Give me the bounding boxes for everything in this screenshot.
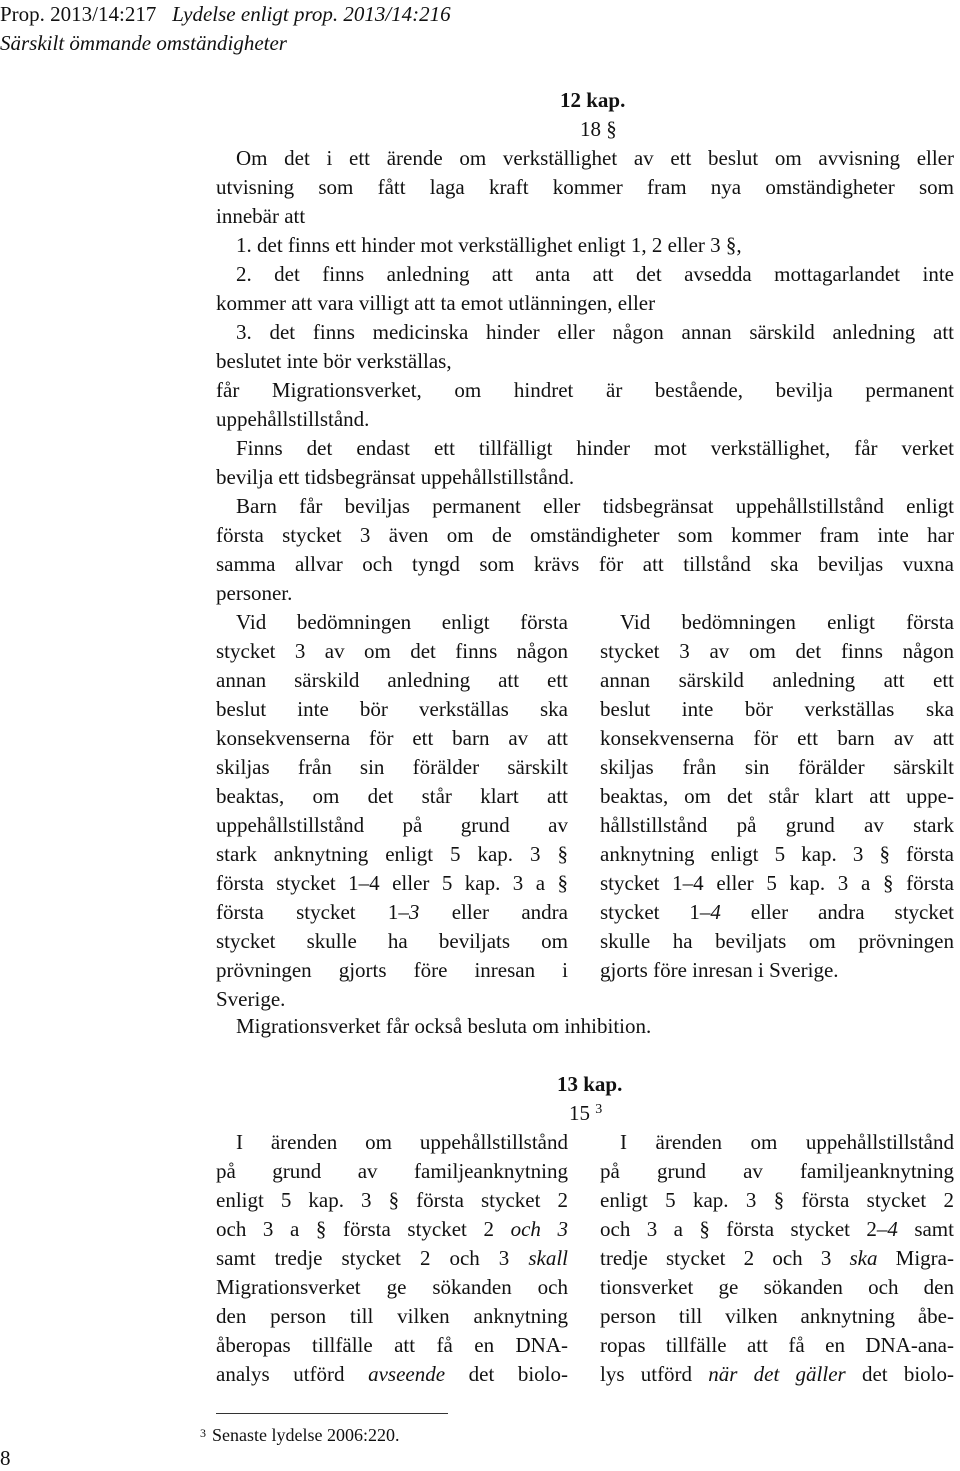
ch13-left-5: Migrationsverket ge sökanden och — [216, 1275, 568, 1299]
ch12-left-0: Vid bedömningen enligt första — [236, 610, 568, 634]
ch12-line-8: får Migrationsverket, om hindret är bestående, bevilja permanent — [216, 378, 954, 402]
footnote-rule — [216, 1413, 448, 1414]
ch12-left-10: första stycket 1–3 eller andra — [216, 900, 568, 924]
header-lydelse: Lydelse enligt prop. 2013/14:216 — [172, 2, 451, 26]
ch12-left-13: Sverige. — [216, 987, 286, 1011]
ch12-right-11: skulle ha beviljats om prövningen — [600, 929, 954, 953]
ch12-left-12: prövningen gjorts före inresan i — [216, 958, 568, 982]
ch12-line-15: personer. — [216, 581, 293, 605]
ch12-right-8: anknytning enligt 5 kap. 3 § första — [600, 842, 954, 866]
footnote-text: Senaste lydelse 2006:220. — [212, 1425, 400, 1445]
ch12-line-0: Om det i ett ärende om verkställighet av ett beslut om avvisning eller — [236, 146, 954, 170]
ch12-line-14: samma allvar och tyngd som krävs för att tillstånd ska beviljas vuxna — [216, 552, 954, 576]
ch13-left-0: I ärenden om uppehållstillstånd — [236, 1130, 568, 1154]
ch13-right-3: och 3 a § första stycket 2–4 samt — [600, 1217, 954, 1241]
footnote — [200, 1423, 399, 1447]
ch13-right-1: på grund av familjeanknytning — [600, 1159, 954, 1183]
ch12-left-1: stycket 3 av om det finns någon — [216, 639, 568, 663]
ch12-right-7: hållstillstånd på grund av stark — [600, 813, 954, 837]
ch13-right-6: person till vilken anknytning åbe- — [600, 1304, 954, 1328]
ch13-left-3: och 3 a § första stycket 2 och 3 — [216, 1217, 568, 1241]
ch12-closing: Migrationsverket får också besluta om inhibition. — [236, 1014, 652, 1038]
ch12-line-9: uppehållstillstånd. — [216, 407, 370, 431]
running-header — [0, 0, 451, 58]
ch13-left-4: samt tredje stycket 2 och 3 skall — [216, 1246, 568, 1270]
ch13-right-0: I ärenden om uppehållstillstånd — [620, 1130, 954, 1154]
ch12-line-11: bevilja ett tidsbegränsat uppehållstillstånd. — [216, 465, 575, 489]
chapter-13-heading: 13 kap. — [557, 1072, 623, 1096]
ch12-line-5: kommer att vara villigt att ta emot utlänningen, eller — [216, 291, 656, 315]
footnote-marker: 3 — [200, 1426, 206, 1440]
ch13-left-6: den person till vilken anknytning — [216, 1304, 568, 1328]
ch12-line-1: utvisning som fått laga kraft kommer fram nya omständigheter som — [216, 175, 954, 199]
ch12-left-4: konsekvenserna för ett barn av att — [216, 726, 568, 750]
ch12-right-12: gjorts före inresan i Sverige. — [600, 958, 839, 982]
chapter-12-heading: 12 kap. — [560, 88, 626, 112]
ch12-right-10: stycket 1–4 eller andra stycket — [600, 900, 955, 924]
ch12-left-2: annan särskild anledning att ett — [216, 668, 568, 692]
ch13-left-1: på grund av familjeanknytning — [216, 1159, 568, 1183]
ch13-right-4: tredje stycket 2 och 3 ska Migra- — [600, 1246, 954, 1270]
ch12-line-12: Barn får beviljas permanent eller tidsbegränsat uppehållstillstånd enligt — [236, 494, 954, 518]
ch12-line-7: beslutet inte bör verkställas, — [216, 349, 452, 373]
ch12-right-0: Vid bedömningen enligt första — [620, 610, 954, 634]
ch12-left-9: första stycket 1–4 eller 5 kap. 3 a § — [216, 871, 568, 895]
header-prop-ref: Prop. 2013/14:217 — [0, 2, 157, 26]
section-15-heading — [569, 1099, 602, 1128]
ch12-line-6: 3. det finns medicinska hinder eller någon annan särskild anledning att — [236, 320, 954, 344]
header-subtitle: Särskilt ömmande omständigheter — [0, 31, 287, 55]
ch13-left-2: enligt 5 kap. 3 § första stycket 2 — [216, 1188, 568, 1212]
ch12-line-4: 2. det finns anledning att anta att det avsedda mottagarlandet inte — [236, 262, 954, 286]
ch12-line-3: 1. det finns ett hinder mot verkställighet enligt 1, 2 eller 3 §, — [236, 233, 742, 257]
ch12-left-11: stycket skulle ha beviljats om — [216, 929, 568, 953]
ch12-left-3: beslut inte bör verkställas ska — [216, 697, 568, 721]
ch12-right-6: beaktas, om det står klart att uppe- — [600, 784, 954, 808]
ch12-right-2: annan särskild anledning att ett — [600, 668, 954, 692]
ch12-right-1: stycket 3 av om det finns någon — [600, 639, 954, 663]
ch12-left-5: skiljas från sin förälder särskilt — [216, 755, 568, 779]
ch12-left-7: uppehållstillstånd på grund av — [216, 813, 568, 837]
ch13-left-7: åberopas tillfälle att få en DNA- — [216, 1333, 568, 1357]
ch12-left-6: beaktas, om det står klart att — [216, 784, 568, 808]
ch13-right-7: ropas tillfälle att få en DNA-ana- — [600, 1333, 954, 1357]
ch12-right-3: beslut inte bör verkställas ska — [600, 697, 954, 721]
ch13-right-8: lys utförd när det gäller det biolo- — [600, 1362, 954, 1386]
ch12-line-10: Finns det endast ett tillfälligt hinder mot verkställighet, får verket — [236, 436, 954, 460]
ch12-right-5: skiljas från sin förälder särskilt — [600, 755, 954, 779]
footnote-ref-3: 3 — [595, 1102, 603, 1117]
ch13-left-8: analys utförd avseende det biolo- — [216, 1362, 568, 1386]
ch12-right-4: konsekvenserna för ett barn av att — [600, 726, 954, 750]
ch12-line-2: innebär att — [216, 204, 306, 228]
section-18-heading: 18 § — [580, 117, 617, 141]
ch13-right-5: tionsverket ge sökanden och den — [600, 1275, 954, 1299]
ch12-right-9: stycket 1–4 eller 5 kap. 3 a § första — [600, 871, 954, 895]
ch13-right-2: enligt 5 kap. 3 § första stycket 2 — [600, 1188, 954, 1212]
ch12-line-13: första stycket 3 även om de omständigheter som kommer fram inte har — [216, 523, 954, 547]
page-number: 8 — [0, 1446, 11, 1470]
ch12-left-8: stark anknytning enligt 5 kap. 3 § — [216, 842, 568, 866]
section-15-number: 15 — [569, 1101, 590, 1125]
